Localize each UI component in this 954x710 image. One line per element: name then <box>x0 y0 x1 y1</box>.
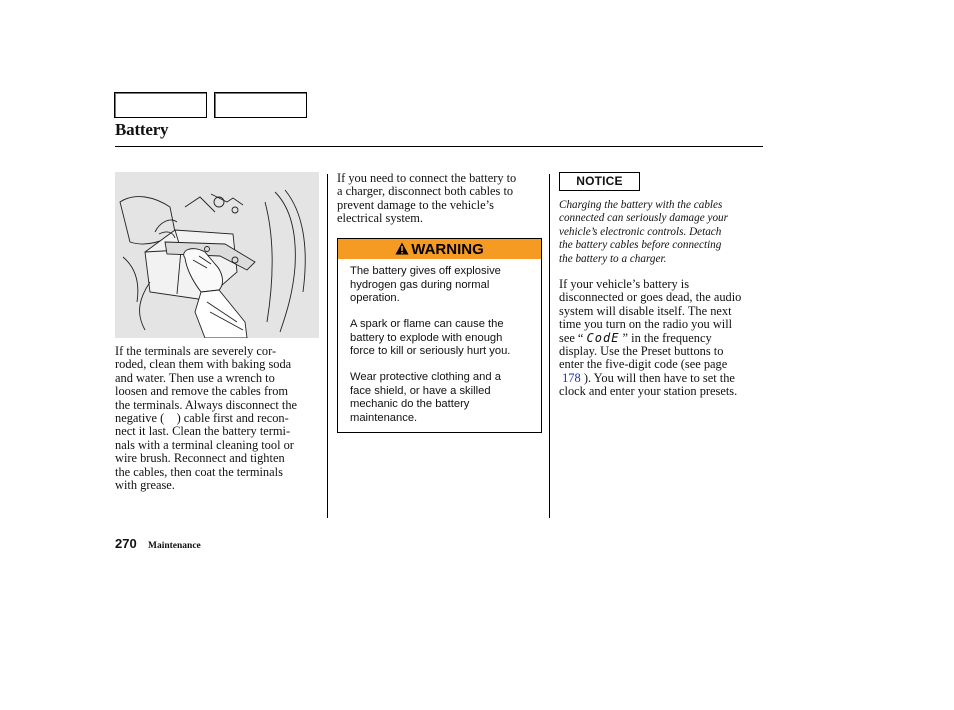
notice-label: NOTICE <box>559 172 640 191</box>
text-line: nals with a terminal cleaning tool or <box>115 437 294 452</box>
text-line: connected can seriously damage your <box>559 212 729 225</box>
battery-illustration <box>115 172 319 338</box>
section-name: Maintenance <box>148 541 201 551</box>
warning-header <box>338 239 541 259</box>
nav-next-button[interactable] <box>214 92 307 118</box>
page-number: 270 <box>115 536 137 551</box>
text-line: display. Use the Preset buttons to <box>559 344 724 359</box>
text-line: If your vehicle’s battery is <box>559 277 690 291</box>
text-line: A spark or flame can cause the <box>350 318 504 330</box>
quote-close: ” in the frequency <box>622 330 712 345</box>
radio-code-paragraph <box>559 278 764 399</box>
text-line <box>559 372 764 385</box>
text-line: maintenance. <box>350 411 418 424</box>
warning-triangle-icon <box>395 242 409 255</box>
column-divider <box>327 174 328 518</box>
text-line: system will disable itself. The next <box>559 303 732 318</box>
quote-open: see “ <box>559 330 584 345</box>
warning-box <box>337 238 542 433</box>
text-line: operation. <box>350 292 400 304</box>
text-fragment: ). You will then have to set the <box>583 370 735 385</box>
text-line: Wear protective clothing and a <box>350 371 501 383</box>
text-line <box>559 332 764 345</box>
text-line: If you need to connect the battery to <box>337 171 517 185</box>
text-line: the terminals. Always disconnect the <box>115 397 298 412</box>
warning-paragraph <box>350 265 532 306</box>
warning-paragraph <box>350 371 532 425</box>
text-line: roded, clean them with baking soda <box>115 357 292 372</box>
nav-prev-button[interactable] <box>114 92 207 118</box>
text-line: the battery to a charger. <box>559 252 667 265</box>
page-reference-link[interactable]: 178 <box>562 370 581 385</box>
text-line: prevent damage to the vehicle’s <box>337 197 494 212</box>
text-line: force to kill or seriously hurt you. <box>350 345 511 357</box>
text-line: clock and enter your station presets. <box>559 384 738 399</box>
text-line: the cables, then coat the terminals <box>115 464 283 479</box>
text-line: and water. Then use a wrench to <box>115 370 275 385</box>
text-line: the battery cables before connecting <box>559 239 722 252</box>
text-line: hydrogen gas during normal <box>350 278 490 291</box>
text-line: face shield, or have a skilled <box>350 384 491 397</box>
col2-intro <box>337 172 547 226</box>
text-line: nect it last. Clean the battery termi- <box>115 424 291 439</box>
warning-paragraph <box>350 318 532 359</box>
code-display-text: CodE <box>586 330 620 345</box>
text-line: with grease. <box>115 478 175 493</box>
text-line: electrical system. <box>337 211 424 226</box>
page-title: Battery <box>115 120 169 139</box>
column-divider <box>549 174 550 518</box>
warning-heading: WARNING <box>411 241 484 258</box>
text-line: mechanic do the battery <box>350 398 470 410</box>
text-line: Charging the battery with the cables <box>559 199 723 211</box>
text-line: negative ( ) cable first and recon- <box>115 411 289 426</box>
text-line: enter the five-digit code (see page <box>559 357 728 372</box>
text-line: a charger, disconnect both cables to <box>337 184 514 199</box>
col1-paragraph <box>115 345 325 492</box>
text-line: If the terminals are severely cor- <box>115 344 277 358</box>
text-line: time you turn on the radio you will <box>559 317 733 332</box>
text-line: disconnected or goes dead, the audio <box>559 290 742 305</box>
text-line: vehicle’s electronic controls. Detach <box>559 225 722 238</box>
battery-drawing <box>115 172 319 338</box>
text-line: The battery gives off explosive <box>350 265 501 277</box>
text-line: battery to explode with enough <box>350 331 503 344</box>
notice-text <box>559 199 759 266</box>
title-rule <box>115 146 763 147</box>
text-line: loosen and remove the cables from <box>115 384 289 399</box>
text-line: wire brush. Reconnect and tighten <box>115 451 285 466</box>
